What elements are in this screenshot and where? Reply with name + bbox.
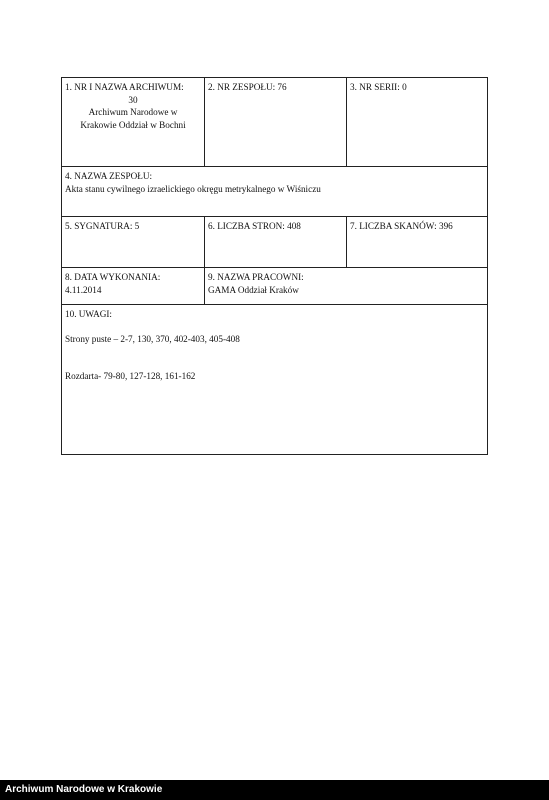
series-number: 3. NR SERII: 0 xyxy=(350,82,407,92)
signature-cell xyxy=(62,217,204,267)
archive-name-line1: Archiwum Narodowe w xyxy=(88,107,178,117)
studio-cell xyxy=(204,268,487,304)
form-row-3 xyxy=(62,217,487,268)
footer-bar xyxy=(0,780,549,800)
page-count: 6. LICZBA STRON: 408 xyxy=(208,221,301,231)
form-row-4 xyxy=(62,268,487,305)
metadata-form xyxy=(61,77,488,455)
fond-name-label: 4. NAZWA ZESPOŁU: xyxy=(65,171,153,181)
archive-name-line2: Krakowie Oddział w Bochni xyxy=(80,119,186,130)
signature: 5. SYGNATURA: 5 xyxy=(65,221,140,231)
studio-label: 9. NAZWA PRACOWNI: xyxy=(208,272,304,282)
form-row-2 xyxy=(62,167,487,217)
notes-line2: Rozdarta- 79-80, 127-128, 161-162 xyxy=(65,371,196,381)
archive-number: 30 xyxy=(128,94,138,105)
studio-value: GAMA Oddział Kraków xyxy=(208,284,299,295)
fond-number-cell xyxy=(204,78,346,166)
date-label: 8. DATA WYKONANIA: xyxy=(65,272,161,282)
archive-cell xyxy=(62,78,204,166)
footer-text: Archiwum Narodowe w Krakowie xyxy=(5,784,163,795)
fond-number: 2. NR ZESPOŁU: 76 xyxy=(208,82,287,92)
series-number-cell xyxy=(346,78,487,166)
scan-count-cell xyxy=(346,217,487,267)
notes-cell xyxy=(62,305,487,454)
notes-label: 10. UWAGI: xyxy=(65,309,112,319)
notes-line1: Strony puste – 2-7, 130, 370, 402-403, 405-408 xyxy=(65,333,240,344)
fond-name-value: Akta stanu cywilnego izraelickiego okręgu metrykalnego w Wiśniczu xyxy=(65,183,321,194)
form-row-1 xyxy=(62,78,487,167)
date-cell xyxy=(62,268,204,304)
fond-name-cell xyxy=(62,167,487,216)
form-row-5 xyxy=(62,305,487,454)
archive-label: 1. NR I NAZWA ARCHIWUM: xyxy=(65,82,184,92)
scan-count: 7. LICZBA SKANÓW: 396 xyxy=(350,221,453,231)
page-count-cell xyxy=(204,217,346,267)
date-value: 4.11.2014 xyxy=(65,284,102,295)
